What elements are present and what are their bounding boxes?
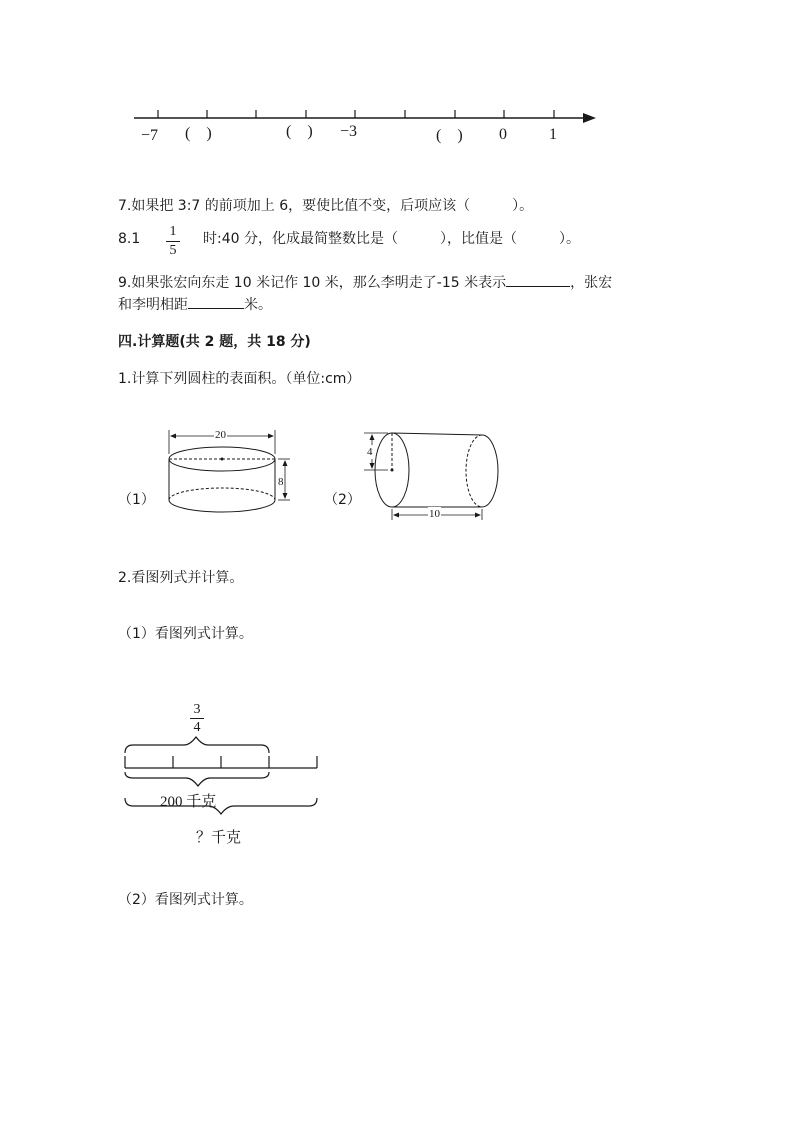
figure-2-radius: 4 <box>367 446 373 458</box>
figure-1-diameter: 20 <box>215 429 226 441</box>
question-9-part4: 米。 <box>244 297 272 313</box>
figure-2-label: （2） <box>324 492 361 508</box>
calc-question-1: 1.计算下列圆柱的表面积。（单位:cm） <box>118 371 361 387</box>
bar-diagram-known-weight: 200 千克 <box>160 794 217 810</box>
fraction-numerator: 3 <box>193 702 201 717</box>
calc-2-sub-2: （2）看图列式计算。 <box>118 892 253 908</box>
question-9-line1 <box>118 270 612 293</box>
calc-2-sub-1: （1）看图列式计算。 <box>118 626 253 642</box>
number-line-label-0: 0 <box>499 126 507 143</box>
fraction-denominator: 4 <box>193 720 201 735</box>
cylinder-figure-1 <box>160 424 320 524</box>
question-8-text: 时:40 分，化成最简整数比是（ ），比值是（ ）。 <box>203 231 580 247</box>
question-9-line2 <box>118 292 272 315</box>
question-9-part2: ，张宏 <box>570 275 613 291</box>
answer-blank <box>188 292 244 309</box>
figure-1-label: （1） <box>118 492 155 508</box>
number-line-label-1: 1 <box>549 126 557 143</box>
number-line-blank-3: ( ) <box>436 127 463 144</box>
number-line-blank-1: ( ) <box>185 125 212 142</box>
calc-question-2: 2.看图列式并计算。 <box>118 570 244 586</box>
question-9-part1: 9.如果张宏向东走 10 米记作 10 米，那么李明走了-15 米表示 <box>118 275 507 291</box>
answer-blank <box>506 270 570 287</box>
figure-2-length: 10 <box>429 508 440 520</box>
number-line-label-minus3: −3 <box>340 123 358 140</box>
question-7: 7.如果把 3:7 的前项加上 6，要使比值不变，后项应该（ ）。 <box>118 198 534 214</box>
number-line-label-minus7: −7 <box>141 127 159 144</box>
question-8-prefix: 8.1 <box>118 231 141 247</box>
fraction-numerator: 1 <box>169 224 177 239</box>
bar-diagram <box>116 736 336 816</box>
bar-diagram-fraction <box>188 702 206 735</box>
section-title: 四.计算题(共 2 题，共 18 分) <box>118 334 311 350</box>
number-line <box>0 0 794 160</box>
number-line-blank-2: ( ) <box>286 123 313 140</box>
question-8-fraction <box>164 224 182 259</box>
fraction-denominator: 5 <box>169 243 177 258</box>
figure-1-height: 8 <box>278 476 284 488</box>
bar-diagram-unknown-weight: ？千克 <box>196 830 242 846</box>
question-9-part3: 和李明相距 <box>118 297 188 313</box>
